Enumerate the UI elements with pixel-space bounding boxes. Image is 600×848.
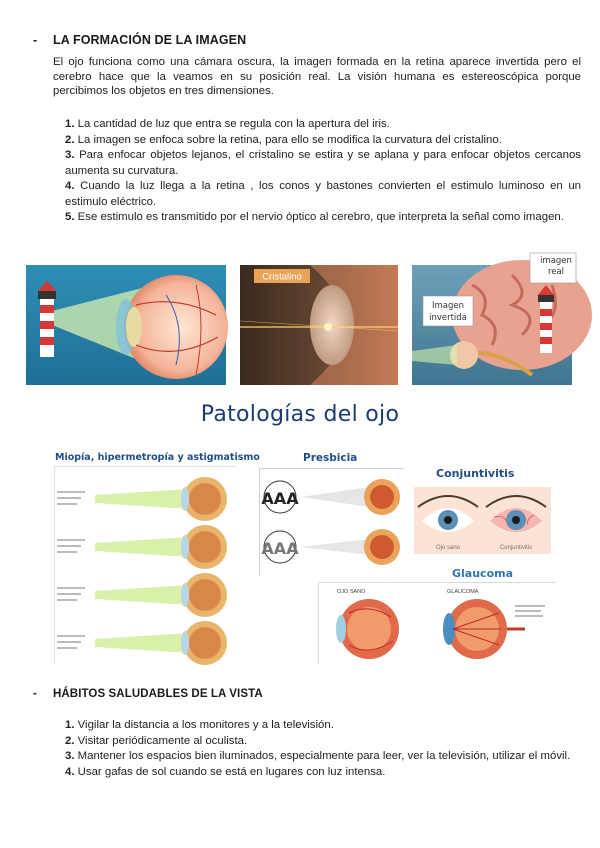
heading-dash: - bbox=[33, 33, 38, 47]
glaucoma-right-label: GLAUCOMA bbox=[447, 589, 479, 595]
list-item bbox=[65, 179, 581, 210]
list-number: 1. bbox=[65, 719, 75, 731]
glaucoma-title: Glaucoma bbox=[452, 567, 514, 580]
list-text: Mantener los espacios bien iluminados, especialmente para leer, ver la televisión, utilizar el móvil. bbox=[74, 750, 571, 762]
imagen-invertida-line1: Imagen bbox=[431, 301, 465, 311]
eye-lighthouse-illustration bbox=[26, 265, 226, 385]
imagen-invertida-line2: invertida bbox=[429, 313, 467, 323]
list-text: La cantidad de luz que entra se regula con la apertura del iris. bbox=[74, 118, 390, 130]
list-number: 1. bbox=[65, 118, 75, 130]
miopia-diagram bbox=[54, 466, 236, 664]
glaucoma-diagram bbox=[318, 582, 556, 664]
miopia-title: Miopía, hipermetropía y astigmatismo bbox=[55, 452, 260, 463]
list-text: Cuando la luz llega a la retina , los conos y bastones convierten el estimulo luminoso en un estimulo eléctrico. bbox=[65, 180, 581, 208]
list-number: 2. bbox=[65, 734, 75, 747]
eye-lighthouse-svg bbox=[26, 265, 226, 385]
pathologies-title: Patologías del ojo bbox=[200, 402, 400, 427]
list-text: Usar gafas de sol cuando se está en lugares con luz intensa. bbox=[74, 765, 386, 778]
list-text: Visitar periódicamente al oculista. bbox=[74, 734, 248, 747]
glaucoma-svg bbox=[319, 583, 557, 665]
list-item bbox=[65, 117, 581, 133]
list-number: 5. bbox=[65, 211, 75, 223]
miopia-svg bbox=[55, 467, 237, 665]
formation-list bbox=[65, 117, 581, 226]
imagen-real-line2: real bbox=[547, 267, 565, 277]
habits-list bbox=[65, 718, 581, 780]
presbicia-letters-bottom: AAA bbox=[261, 539, 299, 558]
list-item bbox=[65, 133, 581, 149]
heading-dash: - bbox=[33, 688, 37, 700]
conjuntivitis-svg bbox=[414, 487, 551, 554]
conjuntivitis-diagram bbox=[414, 487, 551, 554]
cristalino-svg bbox=[240, 265, 398, 385]
section-heading-formation bbox=[33, 33, 246, 47]
list-text: Para enfocar objetos lejanos, el cristalino se estira y se aplana y para enfocar objetos cercanos aumenta su curvatura. bbox=[65, 149, 581, 177]
conj-left-label: Ojo sano bbox=[435, 545, 461, 551]
conj-right-label: Conjuntivitis bbox=[499, 545, 533, 551]
presbicia-title: Presbicia bbox=[303, 452, 358, 464]
presbicia-svg bbox=[260, 469, 405, 577]
cristalino-label: Cristalino bbox=[262, 271, 302, 283]
formation-paragraph: El ojo funciona como una cámara oscura, la imagen formada en la retina aparece invertida pero el cerebro hace que la veamos en su posición real. La visión humana es estereoscópica porque percibimos los objetos en tres dimensiones. bbox=[53, 56, 581, 97]
cristalino-illustration bbox=[240, 265, 398, 385]
list-number: 4. bbox=[65, 765, 75, 778]
list-number: 4. bbox=[65, 180, 75, 192]
list-number: 3. bbox=[65, 750, 75, 762]
presbicia-letters-top: AAA bbox=[261, 489, 299, 508]
list-text: Vigilar la distancia a los monitores y a la televisión. bbox=[74, 719, 334, 731]
glaucoma-left-label: OJO SANO bbox=[337, 589, 366, 595]
list-item bbox=[65, 765, 581, 781]
list-item bbox=[65, 749, 581, 765]
list-item bbox=[65, 718, 581, 734]
conjuntivitis-title: Conjuntivitis bbox=[436, 467, 515, 480]
brain-svg bbox=[412, 256, 572, 385]
list-text: Ese estimulo es transmitido por el nervio óptico al cerebro, que interpreta la señal como imagen. bbox=[74, 211, 564, 223]
list-item bbox=[65, 734, 581, 750]
presbicia-diagram bbox=[259, 468, 404, 576]
section-heading-habits bbox=[33, 688, 263, 700]
list-item bbox=[65, 148, 581, 179]
list-item bbox=[65, 210, 581, 226]
list-number: 3. bbox=[65, 149, 75, 161]
brain-image-illustration bbox=[412, 256, 572, 385]
heading-text: HÁBITOS SALUDABLES DE LA VISTA bbox=[53, 688, 263, 700]
heading-text: LA FORMACIÓN DE LA IMAGEN bbox=[53, 33, 247, 47]
list-text: La imagen se enfoca sobre la retina, para ello se modifica la curvatura del cristalino. bbox=[74, 133, 502, 146]
imagen-real-line1: imagen bbox=[540, 256, 572, 266]
list-number: 2. bbox=[65, 133, 75, 146]
